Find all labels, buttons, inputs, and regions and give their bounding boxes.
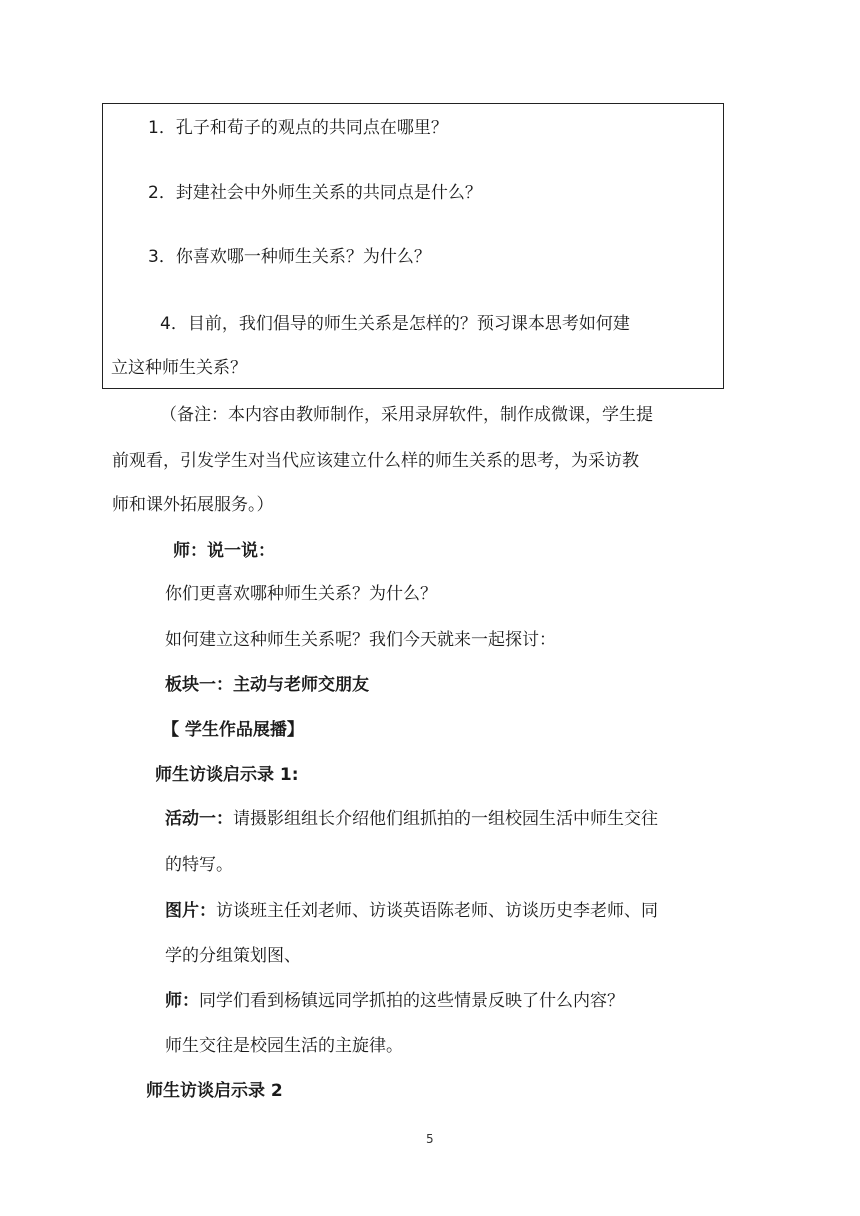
note-line-1: （备注：本内容由教师制作，采用录屏软件，制作成微课，学生提 — [160, 405, 653, 425]
question-box — [102, 103, 724, 389]
student-showcase-heading: 【 学生作品展播】 — [162, 720, 304, 740]
teacher-say-heading: 师：说一说： — [173, 541, 275, 561]
question-4-line-1: 4．目前，我们倡导的师生关系是怎样的？预习课本思考如何建 — [160, 314, 630, 334]
conclusion-line: 师生交往是校园生活的主旋律。 — [165, 1036, 403, 1056]
activity-line-1 — [165, 811, 658, 828]
note-line-3: 师和课外拓展服务。） — [112, 495, 274, 515]
interview-record-2-title: 师生访谈启示录 2 — [146, 1081, 283, 1101]
teacher-label: 师： — [165, 991, 199, 1011]
note-line-2: 前观看，引发学生对当代应该建立什么样的师生关系的思考，为采访教 — [112, 451, 639, 471]
teacher-question-text: 同学们看到杨镇远同学抓拍的这些情景反映了什么内容？ — [199, 991, 624, 1011]
question-1: 1．孔子和荀子的观点的共同点在哪里？ — [148, 118, 448, 138]
question-4-line-2: 立这种师生关系？ — [111, 358, 247, 378]
picture-line-2: 学的分组策划图、 — [165, 946, 301, 966]
teacher-question-line — [165, 993, 624, 1010]
teacher-say-line-2: 如何建立这种师生关系呢？我们今天就来一起探讨： — [165, 630, 556, 650]
teacher-say-line-1: 你们更喜欢哪种师生关系？为什么？ — [165, 584, 437, 604]
picture-text: 访谈班主任刘老师、访谈英语陈老师、访谈历史李老师、同 — [216, 901, 658, 921]
activity-line-2: 的特写。 — [165, 855, 233, 875]
activity-label: 活动一： — [165, 809, 233, 829]
section-1-heading: 板块一：主动与老师交朋友 — [165, 675, 369, 695]
question-3: 3．你喜欢哪一种师生关系？为什么？ — [148, 247, 431, 267]
activity-text: 请摄影组组长介绍他们组抓拍的一组校园生活中师生交往 — [233, 809, 658, 829]
page-number: 5 — [426, 1132, 434, 1146]
picture-line-1 — [165, 903, 658, 920]
question-2: 2．封建社会中外师生关系的共同点是什么？ — [148, 183, 482, 203]
picture-label: 图片： — [165, 901, 216, 921]
interview-record-1-title: 师生访谈启示录 1: — [155, 765, 299, 785]
